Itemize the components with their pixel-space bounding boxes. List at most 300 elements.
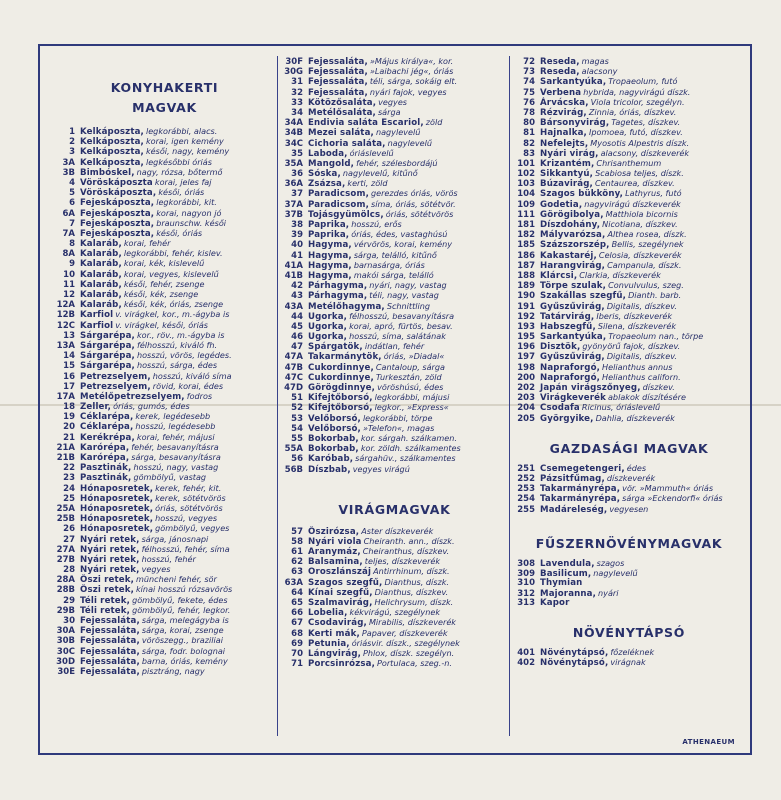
item-description: gömbölyű, vastag	[133, 472, 207, 483]
item-number: 47A	[284, 352, 303, 362]
item-name: Görögibolya,	[540, 209, 604, 219]
list-item	[280, 556, 509, 566]
item-number: 41	[291, 250, 303, 260]
item-name: Kelkáposzta,	[80, 137, 144, 147]
item-number: 193	[517, 321, 535, 332]
item-number: 16	[63, 371, 75, 381]
item-name: Párhagyma,	[308, 291, 368, 301]
list-item	[280, 199, 509, 209]
item-number: 17A	[56, 391, 75, 402]
item-number: 30F	[285, 57, 303, 67]
item-name: Kínai szegfű,	[308, 587, 373, 597]
item-name: Vöröskáposzta	[80, 177, 153, 188]
item-number: 188	[517, 270, 535, 281]
item-name: Fejessaláta,	[80, 646, 140, 656]
item-number: 111	[517, 209, 535, 219]
item-number: 313	[517, 598, 535, 609]
item-name: Madáreleség,	[540, 504, 608, 514]
item-description: Digitalis, díszkev.	[606, 351, 677, 362]
item-description: gömbölyű, vegyes	[155, 523, 230, 534]
item-description: korai, fehér	[123, 238, 171, 249]
item-description: óriás, sötétvörös	[155, 502, 223, 513]
item-name: Díszbab,	[308, 464, 351, 474]
item-name: Mangold,	[308, 158, 355, 169]
item-number: 9	[69, 259, 75, 269]
item-number: 101	[517, 158, 535, 169]
item-name: Tatárvirág,	[540, 311, 595, 321]
list-item	[52, 126, 277, 136]
list-item	[280, 56, 509, 66]
item-number: 13	[63, 330, 75, 340]
item-number: 44	[291, 311, 303, 321]
item-number: 80	[523, 118, 535, 128]
list-item	[280, 464, 509, 474]
item-number: 35	[291, 148, 303, 158]
item-name: Fejeskáposzta,	[80, 228, 155, 239]
list-item	[52, 625, 277, 635]
list-item	[52, 136, 277, 146]
item-name: Laboda,	[308, 148, 348, 158]
list-item	[280, 546, 509, 556]
item-description: makói sárga, telálló	[353, 269, 434, 280]
list-item	[512, 331, 746, 341]
item-description: legkorábbi, kit.	[156, 197, 217, 208]
item-number: 30C	[56, 646, 75, 656]
item-description: sárga »Eckendorfi« óriás	[622, 493, 723, 504]
item-name: Szalmavirág,	[308, 598, 373, 608]
item-name: Nyári viola	[308, 536, 362, 547]
item-name: Őszirózsa,	[308, 526, 360, 536]
item-number: 6	[69, 198, 75, 208]
list-item	[280, 638, 509, 648]
item-number: 12C	[56, 320, 75, 330]
list-item	[280, 341, 509, 351]
item-name: Pázsitfűmag,	[540, 473, 605, 484]
item-name: Basilicum,	[540, 568, 592, 579]
item-name: Díszdohány,	[540, 220, 601, 230]
item-name: Céklarépa,	[80, 422, 134, 432]
item-description: Aster díszkeverék	[361, 525, 434, 536]
item-number: 45	[291, 321, 303, 332]
item-number: 17	[63, 381, 75, 391]
list-item	[512, 239, 746, 249]
item-name: Sárgarépa,	[80, 330, 135, 340]
list-item	[280, 453, 509, 463]
item-description: barnasárga, óriás	[353, 259, 425, 270]
item-number: 23	[63, 473, 75, 483]
item-name: Őszi retek,	[80, 575, 134, 585]
list-item	[280, 566, 509, 576]
seed-list	[52, 126, 277, 676]
item-description: óriás, »Diadal«	[383, 351, 445, 362]
item-number: 3A	[62, 157, 75, 167]
item-description: Dianth. barb.	[628, 290, 682, 301]
item-number: 4	[69, 177, 75, 188]
item-name: Lobelia,	[308, 608, 348, 618]
item-name: Paprika,	[308, 220, 350, 230]
list-item	[512, 301, 746, 311]
item-name: Sarkantyúka,	[540, 332, 607, 342]
item-number: 56B	[284, 464, 303, 474]
column-flowers-other	[512, 56, 746, 667]
item-description: kor. zöldh. szálkamentes	[360, 443, 461, 454]
item-description: óriás, sötétvörös	[385, 208, 454, 219]
item-name: Reseda,	[540, 67, 580, 77]
item-description: nyári, nagy, vastag	[369, 280, 447, 291]
list-item	[512, 493, 746, 503]
item-name: Majoranna,	[540, 589, 597, 599]
list-item	[52, 534, 277, 544]
item-name: Kelkáposzta,	[80, 147, 144, 157]
list-item	[280, 402, 509, 412]
item-description: kínai hosszú rózsavörös	[136, 584, 233, 595]
item-description: Cheiranth. ann., díszk.	[363, 535, 455, 546]
item-name: Kötözősaláta,	[308, 97, 377, 107]
item-name: Cichoria saláta,	[308, 138, 386, 148]
item-number: 187	[517, 260, 535, 270]
item-description: nyári fajok, vegyes	[369, 86, 447, 97]
item-name: Nyári retek,	[80, 544, 140, 554]
item-number: 34A	[284, 118, 303, 128]
item-name: Csemegetengeri,	[540, 463, 625, 473]
list-item	[512, 250, 746, 260]
item-number: 253	[517, 484, 535, 494]
list-item	[52, 564, 277, 574]
item-number: 203	[517, 393, 535, 403]
item-number: 58	[291, 536, 303, 547]
item-number: 30G	[284, 67, 303, 77]
item-number: 70	[291, 648, 303, 659]
item-description: müncheni fehér, sör	[136, 574, 217, 585]
item-name: Fejessaláta,	[80, 666, 140, 677]
item-description: síma, óriás, sötétvör.	[370, 198, 456, 209]
list-item	[280, 587, 509, 597]
item-description: Althea rosea, díszk.	[607, 229, 687, 240]
item-name: Kifejtőborsó,	[308, 403, 373, 413]
item-number: 30	[63, 616, 75, 626]
list-item	[512, 290, 746, 300]
item-number: 6A	[62, 208, 75, 218]
item-number: 192	[517, 311, 535, 321]
printer-imprint: ATHENAEUM	[682, 738, 735, 746]
item-description: sárga	[377, 106, 401, 117]
item-description: óriás, édes, vastaghúsú	[351, 229, 448, 240]
list-item	[52, 442, 277, 452]
item-description: vör. »Mammuth« óriás	[622, 483, 714, 494]
list-item	[512, 107, 746, 117]
list-item	[52, 248, 277, 258]
item-name: Mezei saláta,	[308, 128, 374, 138]
list-item	[280, 178, 509, 188]
list-item	[52, 238, 277, 248]
item-name: Fejessaláta,	[308, 77, 368, 87]
list-item	[52, 360, 277, 370]
list-item	[52, 595, 277, 605]
item-description: kerti, zöld	[347, 178, 388, 189]
section-heading-tapso: NÖVÉNYTÁPSÓ	[572, 624, 686, 640]
list-item	[52, 483, 277, 493]
item-name: Sóska,	[308, 169, 341, 179]
item-number: 21	[63, 432, 75, 442]
item-description: rövid, korai, édes	[152, 380, 224, 391]
item-name: Kelkáposzta,	[80, 127, 144, 137]
item-description: pisztráng, nagy	[141, 665, 205, 676]
list-item	[52, 289, 277, 299]
item-number: 190	[517, 291, 535, 301]
item-description: gömbölyű, fehér, legkor.	[132, 604, 231, 615]
item-description: Tagetes, díszkev.	[611, 117, 681, 128]
item-number: 10	[63, 269, 75, 279]
item-description: Dahlia, díszkeverék	[595, 412, 675, 423]
item-name: Párhagyma,	[308, 281, 368, 291]
item-number: 42	[291, 281, 303, 291]
list-item	[52, 197, 277, 207]
section-heading-konyhakerti: KONYHAKERTI	[110, 80, 219, 95]
list-item	[280, 87, 509, 97]
list-item	[280, 443, 509, 453]
item-number: 34B	[284, 128, 303, 138]
item-description: Convulvulus, szeg.	[608, 280, 684, 291]
item-description: Cheiranthus, díszkev.	[362, 546, 450, 557]
item-description: sárga, korai, zsenge	[141, 625, 224, 636]
list-item	[512, 568, 746, 578]
item-number: 2	[69, 137, 75, 147]
item-description: fehér, szélesbordájú	[356, 157, 438, 168]
item-name: Ugorka,	[308, 332, 348, 342]
list-item	[280, 239, 509, 249]
item-name: Hagyma,	[308, 270, 352, 281]
item-number: 39	[291, 230, 303, 240]
item-description: sárgahüv., szálkamentes	[355, 453, 456, 464]
list-item	[512, 558, 746, 568]
item-description: kerek, sötétvörös	[155, 492, 226, 503]
item-number: 64	[291, 587, 303, 597]
list-item	[512, 463, 746, 473]
list-item	[280, 413, 509, 423]
item-number: 310	[517, 578, 535, 589]
item-description: virágnak	[610, 656, 646, 667]
section-heading-viragmagvak: VIRÁGMAGVAK	[338, 501, 451, 517]
list-item	[512, 188, 746, 198]
item-description: Matthiola bicornis	[605, 208, 678, 219]
item-number: 202	[517, 383, 535, 393]
item-description: sárga, jánosnapi	[141, 533, 209, 544]
list-item	[512, 148, 746, 158]
item-description: nagylevelű, kitűnő	[342, 168, 418, 179]
item-description: vöröszegg., braziliai	[141, 635, 223, 646]
item-number: 12A	[56, 300, 75, 310]
item-name: Petrezselyem,	[80, 371, 151, 381]
list-item	[52, 157, 277, 167]
item-number: 30E	[57, 666, 75, 677]
item-name: Metélőpetrezselyem,	[80, 391, 185, 402]
item-number: 51	[291, 393, 303, 403]
item-description: Clarkia, díszkeverék	[579, 269, 661, 280]
item-description: Cantaloup, sárga	[375, 361, 445, 372]
item-name: Fejessaláta,	[308, 87, 368, 97]
item-description: kékvirágú, szegélynek	[349, 607, 441, 618]
list-item	[280, 392, 509, 402]
item-name: Szagos bükköny,	[540, 189, 624, 199]
item-number: 69	[291, 638, 303, 648]
list-item	[512, 657, 746, 667]
list-item	[280, 362, 509, 372]
item-name: Hagyma,	[308, 250, 352, 260]
item-name: Bársonyvirág,	[540, 118, 610, 128]
item-description: kor. sárgah. szálkamen.	[360, 432, 457, 443]
section-heading-gazdasagi: GAZDASÁGI MAGVAK	[549, 440, 709, 456]
item-name: Karórépa,	[80, 453, 130, 463]
list-item	[280, 423, 509, 433]
list-item	[52, 432, 277, 442]
item-name: Napraforgó,	[540, 372, 601, 382]
item-number: 28B	[56, 585, 75, 595]
item-number: 46	[291, 332, 303, 342]
item-name: Hónaposretek,	[80, 493, 154, 503]
item-description: teljes, díszkeverék	[364, 556, 441, 567]
item-name: Zeller,	[80, 402, 112, 412]
item-number: 34	[291, 107, 303, 118]
item-number: 41A	[284, 260, 303, 270]
item-name: Spárgatök,	[308, 342, 363, 352]
list-item	[512, 168, 746, 178]
item-name: Kerti mák,	[308, 628, 360, 638]
list-item	[52, 309, 277, 319]
item-number: 8	[69, 239, 75, 249]
item-number: 30B	[56, 636, 75, 646]
list-item	[512, 311, 746, 321]
item-number: 72	[523, 57, 535, 67]
item-description: »Telefon«, magas	[362, 422, 435, 433]
item-name: Fejeskáposzta,	[80, 218, 155, 228]
list-item	[512, 117, 746, 127]
item-description: nyári	[598, 588, 619, 599]
item-name: Takarmányrépa,	[540, 484, 621, 494]
item-description: korai, jeles faj	[154, 176, 212, 187]
list-item	[52, 381, 277, 391]
list-item	[52, 635, 277, 645]
section-heading-fuszer: FŰSZERNÖVÉNYMAGVAK	[535, 535, 723, 551]
item-name: Reseda,	[540, 57, 580, 67]
list-item	[512, 588, 746, 598]
item-description: hosszú, vegyes	[155, 513, 218, 524]
item-description: sárga, fodr. bolognai	[141, 645, 226, 656]
item-number: 196	[517, 342, 535, 352]
item-name: Csodavirág,	[308, 618, 367, 628]
item-description: braunschw. késői	[156, 217, 227, 228]
item-name: Nyári retek,	[80, 554, 140, 565]
item-description: Dianthus, díszkev.	[374, 586, 449, 597]
item-name: Paprika,	[308, 230, 350, 240]
item-name: Fejeskáposzta,	[80, 198, 155, 208]
item-number: 37A	[284, 199, 303, 209]
list-item	[280, 117, 509, 127]
item-number: 19	[63, 412, 75, 422]
item-name: Fejessaláta,	[80, 636, 140, 646]
list-item	[52, 523, 277, 533]
item-name: Japán virágszőnyeg,	[540, 383, 641, 393]
item-number: 40	[291, 240, 303, 250]
item-name: Kalaráb,	[80, 300, 122, 310]
item-name: Endivia saláta Escariol,	[308, 118, 424, 128]
item-description: korai, fehér, májusi	[136, 431, 215, 442]
item-description: hybrida, nagyvirágú díszk.	[583, 86, 691, 97]
item-number: 82	[523, 138, 535, 148]
list-item	[52, 371, 277, 381]
item-description: Silena, díszkeverék	[597, 320, 677, 331]
item-number: 38	[291, 220, 303, 230]
list-item	[52, 513, 277, 523]
item-number: 28	[63, 565, 75, 575]
item-description: főzeléknek	[610, 646, 655, 657]
item-name: Fejessaláta,	[80, 656, 140, 666]
list-item	[52, 258, 277, 268]
item-number: 33	[291, 97, 303, 107]
item-number: 186	[517, 250, 535, 260]
item-name: Sarkantyúka,	[540, 77, 607, 87]
list-item	[280, 188, 509, 198]
list-item	[280, 617, 509, 627]
list-item	[280, 536, 509, 546]
item-description: Papaver, díszkeverék	[361, 627, 448, 638]
item-name: Oroszlánszáj	[308, 567, 372, 577]
item-number: 68	[291, 628, 303, 638]
list-item	[52, 666, 277, 676]
item-description: nagy, rózsa, bőtermő	[136, 166, 223, 177]
item-description: gerezdes óriás, vörös	[370, 188, 458, 199]
list-item	[280, 597, 509, 607]
item-number: 71	[291, 659, 303, 669]
item-description: óriásvir. díszk., szegélynek	[351, 637, 460, 648]
item-number: 66	[291, 608, 303, 618]
item-description: kerek, fehér, kit.	[155, 482, 222, 493]
list-item	[52, 544, 277, 554]
item-name: Karóbab,	[308, 454, 354, 464]
item-name: Kalaráb,	[80, 259, 122, 269]
item-name: Lavendula,	[540, 558, 595, 568]
item-number: 13A	[56, 340, 75, 351]
item-number: 35A	[284, 158, 303, 169]
item-name: Virágkeverék	[540, 393, 606, 403]
item-name: Őszi retek,	[80, 585, 134, 595]
item-name: Szagos szegfű,	[308, 577, 383, 587]
list-item	[52, 218, 277, 228]
item-name: Csodafa	[540, 403, 580, 413]
list-item	[52, 411, 277, 421]
item-number: 32	[291, 87, 303, 97]
column-kitchen-garden	[52, 56, 277, 676]
item-name: Habszegfű,	[540, 321, 596, 332]
item-number: 401	[517, 647, 535, 657]
list-item	[52, 615, 277, 625]
column-vegetables-flowers	[280, 56, 509, 668]
item-description: hosszú, nagy, vastag	[133, 462, 219, 473]
item-description: Lathyrus, futó	[625, 188, 682, 199]
item-number: 74	[523, 77, 535, 87]
item-number: 37	[291, 189, 303, 199]
item-description: óriáslevelű	[349, 147, 394, 158]
item-description: hosszú, vörös, legédes.	[136, 350, 232, 361]
item-name: Cukordinnye,	[308, 362, 374, 372]
list-item	[280, 250, 509, 260]
item-number: 18	[63, 402, 75, 412]
seed-list	[512, 647, 746, 667]
item-name: Cukordinnye,	[308, 372, 374, 382]
item-number: 182	[517, 230, 535, 240]
item-description: díszkeverék	[606, 472, 656, 483]
list-item	[512, 598, 746, 608]
list-item	[280, 148, 509, 158]
